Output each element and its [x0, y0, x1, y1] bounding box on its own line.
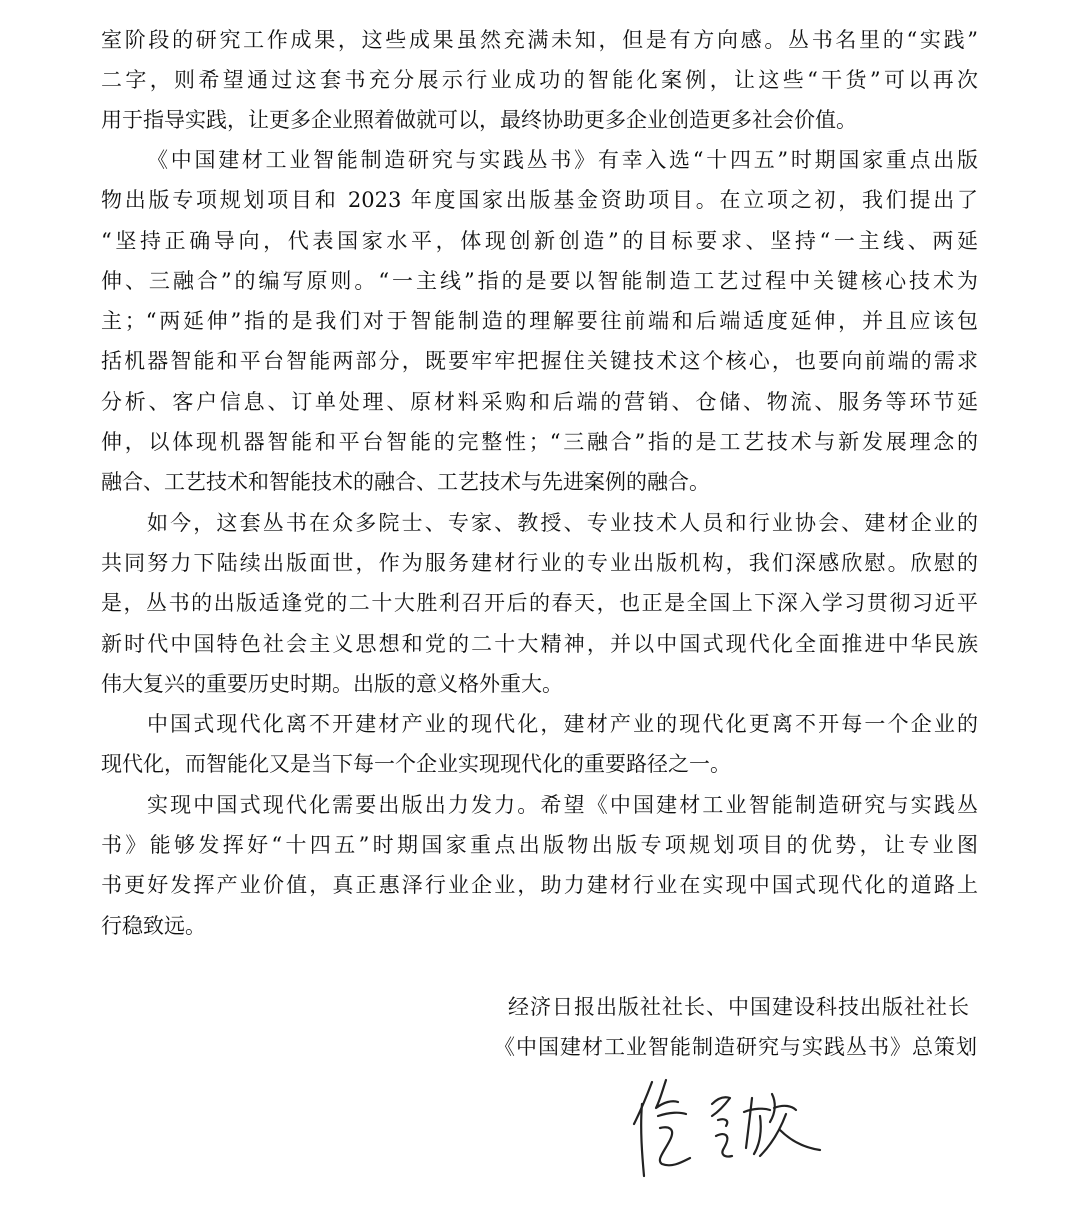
text-line: 共同努力下陆续出版面世，作为服务建材行业的专业出版机构，我们深感欣慰。欣慰的	[101, 551, 978, 575]
text-line: 分析、客户信息、订单处理、原材料采购和后端的营销、仓储、物流、服务等环节延	[101, 390, 978, 414]
text-line: 中国式现代化离不开建材产业的现代化，建材产业的现代化更离不开每一个企业的	[147, 712, 978, 736]
text-line: 伸、三融合”的编写原则。“一主线”指的是要以智能制造工艺过程中关键核心技术为	[101, 269, 978, 293]
text-line: 主；“两延伸”指的是我们对于智能制造的理解要往前端和后端适度延伸，并且应该包	[101, 309, 978, 333]
text-line: 用于指导实践，让更多企业照着做就可以，最终协助更多企业创造更多社会价值。	[101, 108, 857, 132]
text-line: 是，丛书的出版适逢党的二十大胜利召开后的春天，也正是全国上下深入学习贯彻习近平	[101, 591, 978, 615]
text-line: 《中国建材工业智能制造研究与实践丛书》有幸入选“十四五”时期国家重点出版	[147, 148, 978, 172]
text-line: 实现中国式现代化需要出版出力发力。希望《中国建材工业智能制造研究与实践丛	[147, 793, 978, 817]
text-line: “坚持正确导向，代表国家水平，体现创新创造”的目标要求、坚持“一主线、两延	[101, 229, 978, 253]
text-line: 物出版专项规划项目和 2023 年度国家出版基金资助项目。在立项之初，我们提出了	[101, 188, 978, 212]
text-line: 书》能够发挥好“十四五”时期国家重点出版物出版专项规划项目的优势，让专业图	[101, 833, 978, 857]
text-line: 现代化，而智能化又是当下每一个企业实现现代化的重要路径之一。	[101, 752, 731, 776]
text-line: 书更好发挥产业价值，真正惠泽行业企业，助力建材行业在实现中国式现代化的道路上	[101, 873, 978, 897]
text-line: 伟大复兴的重要历史时期。出版的意义格外重大。	[101, 672, 563, 696]
text-line: 行稳致远。	[101, 914, 206, 938]
text-line: 二字，则希望通过这套书充分展示行业成功的智能化案例，让这些“干货”可以再次	[101, 68, 978, 92]
text-line: 室阶段的研究工作成果，这些成果虽然充满未知，但是有方向感。丛书名里的“实践”	[101, 28, 978, 52]
handwritten-signature	[620, 1068, 830, 1188]
text-line: 新时代中国特色社会主义思想和党的二十大精神，并以中国式现代化全面推进中华民族	[101, 632, 978, 656]
signoff-role: 《中国建材工业智能制造研究与实践丛书》总策划	[494, 1035, 978, 1059]
text-line: 融合、工艺技术和智能技术的融合、工艺技术与先进案例的融合。	[101, 470, 710, 494]
signoff-title: 经济日报出版社社长、中国建设科技出版社社长	[508, 995, 970, 1019]
text-line: 伸，以体现机器智能和平台智能的完整性；“三融合”指的是工艺技术与新发展理念的	[101, 430, 978, 454]
text-line: 括机器智能和平台智能两部分，既要牢牢把握住关键技术这个核心，也要向前端的需求	[101, 349, 978, 373]
text-line: 如今，这套丛书在众多院士、专家、教授、专业技术人员和行业协会、建材企业的	[147, 511, 978, 535]
